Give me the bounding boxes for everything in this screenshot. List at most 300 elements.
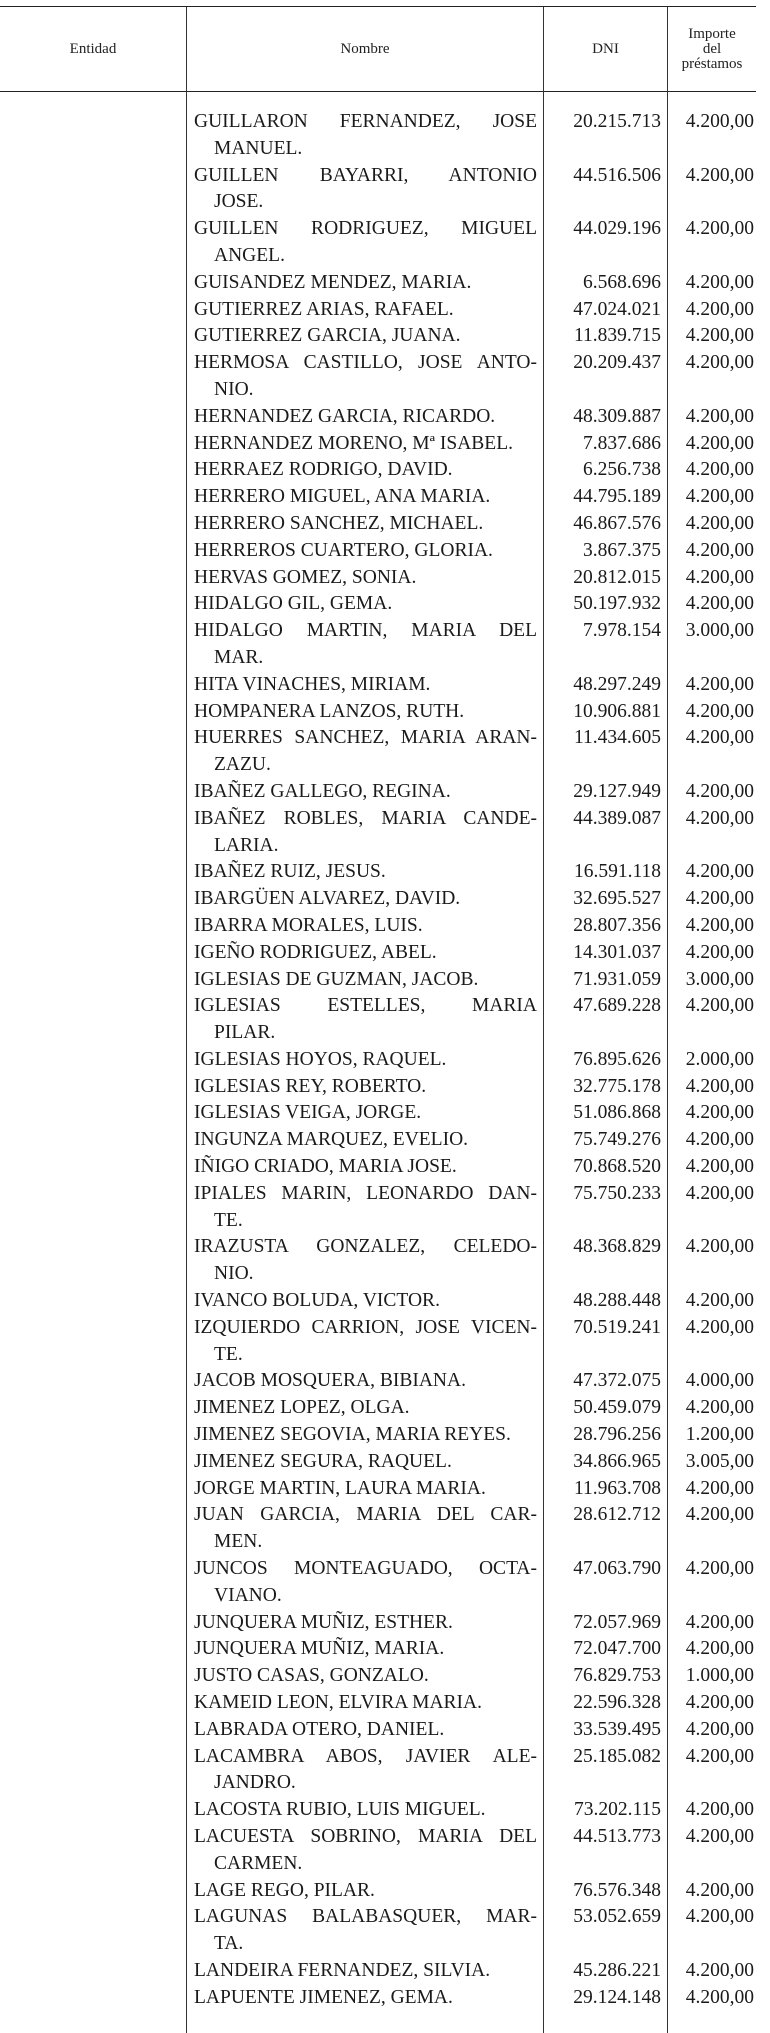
cell-importe: 4.200,00: [685, 673, 754, 695]
cell-dni: 44.389.087: [573, 807, 661, 829]
nombre-line: JIMENEZ SEGOVIA, MARIA REYES.: [194, 1424, 511, 1446]
table-row: [0, 993, 770, 1047]
cell-nombre: [194, 725, 537, 779]
cell-nombre: [194, 618, 537, 672]
cell-nombre: [194, 1824, 537, 1878]
table-row: [0, 1636, 770, 1663]
header-dni-label: DNI: [592, 40, 619, 57]
cell-nombre: [194, 1904, 537, 1958]
nombre-line: LAGE REGO, PILAR.: [194, 1879, 375, 1901]
cell-nombre: [194, 216, 537, 270]
nombre-line: IGLESIAS HOYOS, RAQUEL.: [194, 1048, 447, 1070]
nombre-line: JACOB MOSQUERA, BIBIANA.: [194, 1370, 466, 1392]
nombre-line: GUILLEN RODRIGUEZ, MIGUEL: [194, 218, 537, 240]
table-row: [0, 538, 770, 565]
nombre-line: IGLESIAS ESTELLES, MARIA: [194, 995, 537, 1017]
nombre-line: LABRADA OTERO, DANIEL.: [194, 1718, 445, 1740]
table-row: [0, 457, 770, 484]
cell-nombre: [194, 1449, 537, 1476]
nombre-line: IBAÑEZ GALLEGO, REGINA.: [194, 780, 451, 802]
table-row: [0, 484, 770, 511]
cell-dni: 6.256.738: [583, 459, 661, 481]
cell-dni: 70.519.241: [573, 1316, 661, 1338]
table-row: [0, 1154, 770, 1181]
cell-nombre: [194, 163, 537, 217]
cell-dni: 76.576.348: [573, 1879, 661, 1901]
cell-nombre: [194, 109, 537, 163]
table-row: [0, 270, 770, 297]
nombre-continuation-line: JANDRO.: [214, 1772, 296, 1794]
table-row: [0, 1556, 770, 1610]
cell-dni: 25.185.082: [573, 1745, 661, 1767]
cell-dni: 50.197.932: [573, 593, 661, 615]
cell-nombre: [194, 1878, 537, 1905]
nombre-continuation-line: LARIA.: [214, 834, 279, 856]
table-row: [0, 699, 770, 726]
header-importe-line3: préstamos: [681, 55, 743, 72]
nombre-line: HOMPANERA LANZOS, RUTH.: [194, 700, 465, 722]
cell-nombre: [194, 538, 537, 565]
cell-importe: 4.200,00: [685, 700, 754, 722]
cell-nombre: [194, 859, 537, 886]
cell-dni: 7.978.154: [583, 620, 661, 642]
cell-importe: 4.200,00: [685, 1129, 754, 1151]
cell-importe: 4.200,00: [685, 1879, 754, 1901]
cell-nombre: [194, 1368, 537, 1395]
cell-importe: 4.200,00: [685, 164, 754, 186]
cell-nombre: [194, 1154, 537, 1181]
cell-nombre: [194, 431, 537, 458]
table-row: [0, 1449, 770, 1476]
table-row: [0, 1100, 770, 1127]
cell-dni: 11.963.708: [573, 1477, 661, 1499]
table-row: [0, 297, 770, 324]
nombre-line: HERRERO MIGUEL, ANA MARIA.: [194, 486, 491, 508]
cell-dni: 34.866.965: [573, 1450, 661, 1472]
cell-nombre: [194, 1315, 537, 1369]
table-row: [0, 1127, 770, 1154]
table-row: [0, 1234, 770, 1288]
cell-dni: 51.086.868: [573, 1102, 661, 1124]
nombre-line: LACOSTA RUBIO, LUIS MIGUEL.: [194, 1799, 486, 1821]
cell-dni: 10.906.881: [573, 700, 661, 722]
cell-dni: 33.539.495: [573, 1718, 661, 1740]
cell-importe: 4.200,00: [685, 1397, 754, 1419]
cell-dni: 44.029.196: [573, 218, 661, 240]
cell-dni: 32.695.527: [573, 888, 661, 910]
cell-nombre: [194, 484, 537, 511]
cell-dni: 20.812.015: [573, 566, 661, 588]
nombre-line: IBARGÜEN ALVAREZ, DAVID.: [194, 888, 461, 910]
table-body: [0, 109, 770, 2012]
cell-dni: 45.286.221: [573, 1959, 661, 1981]
header-importe: [668, 7, 756, 91]
cell-nombre: [194, 806, 537, 860]
cell-dni: 76.829.753: [573, 1665, 661, 1687]
table-row: [0, 1717, 770, 1744]
nombre-continuation-line: MAR.: [214, 646, 264, 668]
cell-nombre: [194, 1797, 537, 1824]
cell-importe: 4.200,00: [685, 807, 754, 829]
cell-importe: 4.200,00: [685, 1504, 754, 1526]
cell-importe: 4.200,00: [685, 1182, 754, 1204]
nombre-line: IPIALES MARIN, LEONARDO DAN-: [194, 1182, 537, 1204]
cell-nombre: [194, 1663, 537, 1690]
table-row: [0, 591, 770, 618]
nombre-line: JUSTO CASAS, GONZALO.: [194, 1665, 429, 1687]
nombre-line: JUAN GARCIA, MARIA DEL CAR-: [194, 1504, 537, 1526]
table-header-rule: [0, 91, 756, 92]
cell-nombre: [194, 457, 537, 484]
table-row: [0, 1047, 770, 1074]
nombre-line: IBARRA MORALES, LUIS.: [194, 914, 423, 936]
cell-importe: 4.200,00: [685, 566, 754, 588]
cell-nombre: [194, 1234, 537, 1288]
cell-nombre: [194, 672, 537, 699]
table-row: [0, 350, 770, 404]
cell-dni: 32.775.178: [573, 1075, 661, 1097]
header-importe-line1: Importe: [688, 25, 736, 42]
table-row: [0, 1690, 770, 1717]
nombre-line: KAMEID LEON, ELVIRA MARIA.: [194, 1692, 482, 1714]
cell-importe: 4.200,00: [685, 512, 754, 534]
nombre-line: IVANCO BOLUDA, VICTOR.: [194, 1290, 440, 1312]
cell-dni: 75.749.276: [573, 1129, 661, 1151]
table-row: [0, 806, 770, 860]
cell-nombre: [194, 699, 537, 726]
table-row: [0, 967, 770, 994]
cell-importe: 4.200,00: [685, 459, 754, 481]
cell-dni: 7.837.686: [583, 432, 661, 454]
cell-nombre: [194, 1958, 537, 1985]
table-row: [0, 163, 770, 217]
cell-dni: 6.568.696: [583, 271, 661, 293]
cell-dni: 11.839.715: [573, 325, 661, 347]
table-row: [0, 216, 770, 270]
nombre-line: JUNQUERA MUÑIZ, MARIA.: [194, 1638, 445, 1660]
table-row: [0, 779, 770, 806]
cell-dni: 72.057.969: [573, 1611, 661, 1633]
nombre-line: IGLESIAS DE GUZMAN, JACOB.: [194, 968, 479, 990]
cell-importe: 4.200,00: [685, 780, 754, 802]
cell-dni: 14.301.037: [573, 941, 661, 963]
nombre-line: HERNANDEZ MORENO, Mª ISABEL.: [194, 432, 513, 454]
cell-nombre: [194, 1636, 537, 1663]
cell-importe: 3.005,00: [685, 1450, 754, 1472]
table-row: [0, 404, 770, 431]
nombre-continuation-line: NIO.: [214, 1263, 254, 1285]
nombre-line: HERRAEZ RODRIGO, DAVID.: [194, 459, 453, 481]
nombre-line: LACAMBRA ABOS, JAVIER ALE-: [194, 1745, 537, 1767]
cell-dni: 29.127.949: [573, 780, 661, 802]
header-entidad-label: Entidad: [69, 40, 117, 57]
nombre-line: IBAÑEZ ROBLES, MARIA CANDE-: [194, 807, 537, 829]
header-nombre: [187, 7, 543, 91]
cell-nombre: [194, 1181, 537, 1235]
nombre-line: LACUESTA SOBRINO, MARIA DEL: [194, 1826, 537, 1847]
nombre-continuation-line: TE.: [214, 1343, 243, 1365]
table-row: [0, 109, 770, 163]
table-row: [0, 1422, 770, 1449]
cell-importe: 4.200,00: [685, 727, 754, 749]
nombre-continuation-line: TA.: [214, 1933, 244, 1955]
cell-nombre: [194, 1556, 537, 1610]
cell-dni: 70.868.520: [573, 1156, 661, 1178]
cell-dni: 47.063.790: [573, 1558, 661, 1580]
cell-dni: 46.867.576: [573, 512, 661, 534]
table-row: [0, 565, 770, 592]
nombre-line: INGUNZA MARQUEZ, EVELIO.: [194, 1129, 469, 1151]
table-row: [0, 1744, 770, 1798]
cell-nombre: [194, 1074, 537, 1101]
cell-importe: 2.000,00: [685, 1048, 754, 1070]
nombre-continuation-line: ZAZU.: [214, 754, 271, 776]
table-row: [0, 940, 770, 967]
nombre-line: IGEÑO RODRIGUEZ, ABEL.: [194, 941, 437, 963]
cell-nombre: [194, 511, 537, 538]
cell-nombre: [194, 913, 537, 940]
cell-dni: 47.372.075: [573, 1370, 661, 1392]
cell-importe: 4.200,00: [685, 1558, 754, 1580]
cell-nombre: [194, 1476, 537, 1503]
nombre-line: LANDEIRA FERNANDEZ, SILVIA.: [194, 1959, 491, 1981]
cell-nombre: [194, 565, 537, 592]
table-row: [0, 1985, 770, 2012]
cell-importe: 4.200,00: [685, 539, 754, 561]
cell-importe: 4.200,00: [685, 1959, 754, 1981]
cell-dni: 47.689.228: [573, 995, 661, 1017]
cell-dni: 73.202.115: [573, 1799, 661, 1821]
cell-importe: 4.200,00: [685, 941, 754, 963]
nombre-line: GUTIERREZ GARCIA, JUANA.: [194, 325, 461, 347]
cell-importe: 4.200,00: [685, 271, 754, 293]
cell-dni: 16.591.118: [573, 861, 661, 883]
cell-importe: 4.200,00: [685, 218, 754, 240]
nombre-line: IGLESIAS REY, ROBERTO.: [194, 1075, 427, 1097]
cell-nombre: [194, 1610, 537, 1637]
cell-importe: 1.000,00: [685, 1665, 754, 1687]
cell-dni: 3.867.375: [583, 539, 661, 561]
table-row: [0, 725, 770, 779]
nombre-line: JUNQUERA MUÑIZ, ESTHER.: [194, 1611, 453, 1633]
cell-dni: 72.047.700: [573, 1638, 661, 1660]
cell-importe: 4.000,00: [685, 1370, 754, 1392]
cell-nombre: [194, 350, 537, 404]
nombre-continuation-line: JOSE.: [214, 191, 264, 213]
table-row: [0, 1878, 770, 1905]
cell-dni: 71.931.059: [573, 968, 661, 990]
header-entidad: [0, 7, 186, 91]
nombre-continuation-line: TE.: [214, 1209, 243, 1231]
nombre-continuation-line: VIANO.: [214, 1584, 282, 1606]
cell-nombre: [194, 270, 537, 297]
cell-nombre: [194, 1288, 537, 1315]
nombre-continuation-line: MEN.: [214, 1531, 263, 1553]
cell-dni: 44.516.506: [573, 164, 661, 186]
cell-importe: 4.200,00: [685, 1236, 754, 1258]
table-row: [0, 672, 770, 699]
cell-importe: 4.200,00: [685, 1156, 754, 1178]
cell-nombre: [194, 591, 537, 618]
nombre-line: HERRERO SANCHEZ, MICHAEL.: [194, 512, 484, 534]
cell-nombre: [194, 323, 537, 350]
nombre-line: HERNANDEZ GARCIA, RICARDO.: [194, 405, 496, 427]
cell-importe: 4.200,00: [685, 995, 754, 1017]
table-row: [0, 1315, 770, 1369]
cell-dni: 28.796.256: [573, 1424, 661, 1446]
nombre-continuation-line: NIO.: [214, 378, 254, 400]
cell-nombre: [194, 1100, 537, 1127]
cell-importe: 4.200,00: [685, 1692, 754, 1714]
cell-importe: 4.200,00: [685, 1290, 754, 1312]
cell-dni: 50.459.079: [573, 1397, 661, 1419]
cell-dni: 20.209.437: [573, 352, 661, 374]
table-row: [0, 859, 770, 886]
nombre-line: GUILLEN BAYARRI, ANTONIO: [194, 164, 537, 186]
table-row: [0, 1476, 770, 1503]
cell-importe: 4.200,00: [685, 405, 754, 427]
nombre-line: IÑIGO CRIADO, MARIA JOSE.: [194, 1156, 457, 1178]
nombre-continuation-line: CARMEN.: [214, 1852, 303, 1874]
cell-dni: 44.513.773: [573, 1826, 661, 1847]
table-row: [0, 1663, 770, 1690]
nombre-line: LAPUENTE JIMENEZ, GEMA.: [194, 1986, 453, 2008]
cell-importe: 4.200,00: [685, 1799, 754, 1821]
cell-importe: 4.200,00: [685, 1906, 754, 1928]
table-row: [0, 1181, 770, 1235]
cell-importe: 4.200,00: [685, 1638, 754, 1660]
cell-nombre: [194, 1127, 537, 1154]
nombre-line: IGLESIAS VEIGA, JORGE.: [194, 1102, 422, 1124]
nombre-line: IRAZUSTA GONZALEZ, CELEDO-: [194, 1236, 537, 1258]
cell-importe: 3.000,00: [685, 968, 754, 990]
cell-nombre: [194, 779, 537, 806]
cell-nombre: [194, 1422, 537, 1449]
cell-dni: 48.368.829: [573, 1236, 661, 1258]
cell-nombre: [194, 886, 537, 913]
cell-nombre: [194, 993, 537, 1047]
cell-importe: 4.200,00: [685, 111, 754, 132]
cell-dni: 22.596.328: [573, 1692, 661, 1714]
cell-importe: 4.200,00: [685, 1477, 754, 1499]
cell-importe: 4.200,00: [685, 1745, 754, 1767]
cell-dni: 53.052.659: [573, 1906, 661, 1928]
table-row: [0, 1797, 770, 1824]
nombre-line: HITA VINACHES, MIRIAM.: [194, 673, 431, 695]
cell-dni: 20.215.713: [573, 111, 661, 132]
nombre-line: HIDALGO MARTIN, MARIA DEL: [194, 620, 537, 642]
nombre-line: JUNCOS MONTEAGUADO, OCTA-: [194, 1558, 537, 1580]
cell-importe: 4.200,00: [685, 298, 754, 320]
cell-dni: 75.750.233: [573, 1182, 661, 1204]
nombre-line: HERVAS GOMEZ, SONIA.: [194, 566, 417, 588]
cell-importe: 4.200,00: [685, 325, 754, 347]
cell-nombre: [194, 1395, 537, 1422]
table-row: [0, 1395, 770, 1422]
cell-dni: 76.895.626: [573, 1048, 661, 1070]
table-row: [0, 1368, 770, 1395]
cell-nombre: [194, 967, 537, 994]
nombre-line: HUERRES SANCHEZ, MARIA ARAN-: [194, 727, 537, 749]
cell-nombre: [194, 1502, 537, 1556]
cell-dni: 11.434.605: [573, 727, 661, 749]
table-row: [0, 1958, 770, 1985]
header-importe-line2: del: [702, 40, 722, 57]
nombre-continuation-line: MANUEL.: [214, 137, 303, 159]
table-row: [0, 1502, 770, 1556]
cell-importe: 4.200,00: [685, 1102, 754, 1124]
cell-dni: 29.124.148: [573, 1986, 661, 2008]
cell-importe: 4.200,00: [685, 1611, 754, 1633]
table-row: [0, 1904, 770, 1958]
nombre-line: HIDALGO GIL, GEMA.: [194, 593, 393, 615]
cell-dni: 48.288.448: [573, 1290, 661, 1312]
cell-nombre: [194, 1744, 537, 1798]
cell-importe: 1.200,00: [685, 1424, 754, 1446]
nombre-line: GUTIERREZ ARIAS, RAFAEL.: [194, 298, 454, 320]
cell-importe: 4.200,00: [685, 1826, 754, 1847]
cell-dni: 28.807.356: [573, 914, 661, 936]
cell-importe: 4.200,00: [685, 888, 754, 910]
nombre-continuation-line: ANGEL.: [214, 244, 285, 266]
cell-dni: 28.612.712: [573, 1504, 661, 1526]
table-row: [0, 913, 770, 940]
cell-importe: 4.200,00: [685, 861, 754, 883]
nombre-line: GUILLARON FERNANDEZ, JOSE: [194, 111, 537, 132]
cell-nombre: [194, 404, 537, 431]
cell-dni: 44.795.189: [573, 486, 661, 508]
nombre-line: HERMOSA CASTILLO, JOSE ANTO-: [194, 352, 537, 374]
table-row: [0, 1288, 770, 1315]
table-row: [0, 431, 770, 458]
nombre-line: IBAÑEZ RUIZ, JESUS.: [194, 861, 386, 883]
nombre-continuation-line: PILAR.: [214, 1022, 276, 1044]
cell-importe: 3.000,00: [685, 620, 754, 642]
table-row: [0, 1610, 770, 1637]
cell-importe: 4.200,00: [685, 593, 754, 615]
nombre-line: LAGUNAS BALABASQUER, MAR-: [194, 1906, 537, 1928]
cell-dni: 48.309.887: [573, 405, 661, 427]
cell-importe: 4.200,00: [685, 1316, 754, 1338]
cell-importe: 4.200,00: [685, 1986, 754, 2008]
cell-dni: 47.024.021: [573, 298, 661, 320]
header-nombre-label: Nombre: [340, 40, 390, 57]
cell-importe: 4.200,00: [685, 352, 754, 374]
nombre-line: GUISANDEZ MENDEZ, MARIA.: [194, 271, 472, 293]
table-row: [0, 1074, 770, 1101]
table-row: [0, 886, 770, 913]
cell-nombre: [194, 1717, 537, 1744]
cell-nombre: [194, 1985, 537, 2012]
table-row: [0, 618, 770, 672]
table-row: [0, 323, 770, 350]
nombre-line: IZQUIERDO CARRION, JOSE VICEN-: [194, 1316, 537, 1338]
cell-importe: 4.200,00: [685, 1075, 754, 1097]
nombre-line: JORGE MARTIN, LAURA MARIA.: [194, 1477, 486, 1499]
cell-importe: 4.200,00: [685, 914, 754, 936]
nombre-line: HERREROS CUARTERO, GLORIA.: [194, 539, 493, 561]
nombre-line: JIMENEZ LOPEZ, OLGA.: [194, 1397, 410, 1419]
cell-importe: 4.200,00: [685, 432, 754, 454]
cell-importe: 4.200,00: [685, 486, 754, 508]
cell-nombre: [194, 1690, 537, 1717]
cell-nombre: [194, 940, 537, 967]
table-row: [0, 511, 770, 538]
table-row: [0, 1824, 770, 1878]
nombre-line: JIMENEZ SEGURA, RAQUEL.: [194, 1450, 452, 1472]
cell-dni: 48.297.249: [573, 673, 661, 695]
cell-nombre: [194, 297, 537, 324]
